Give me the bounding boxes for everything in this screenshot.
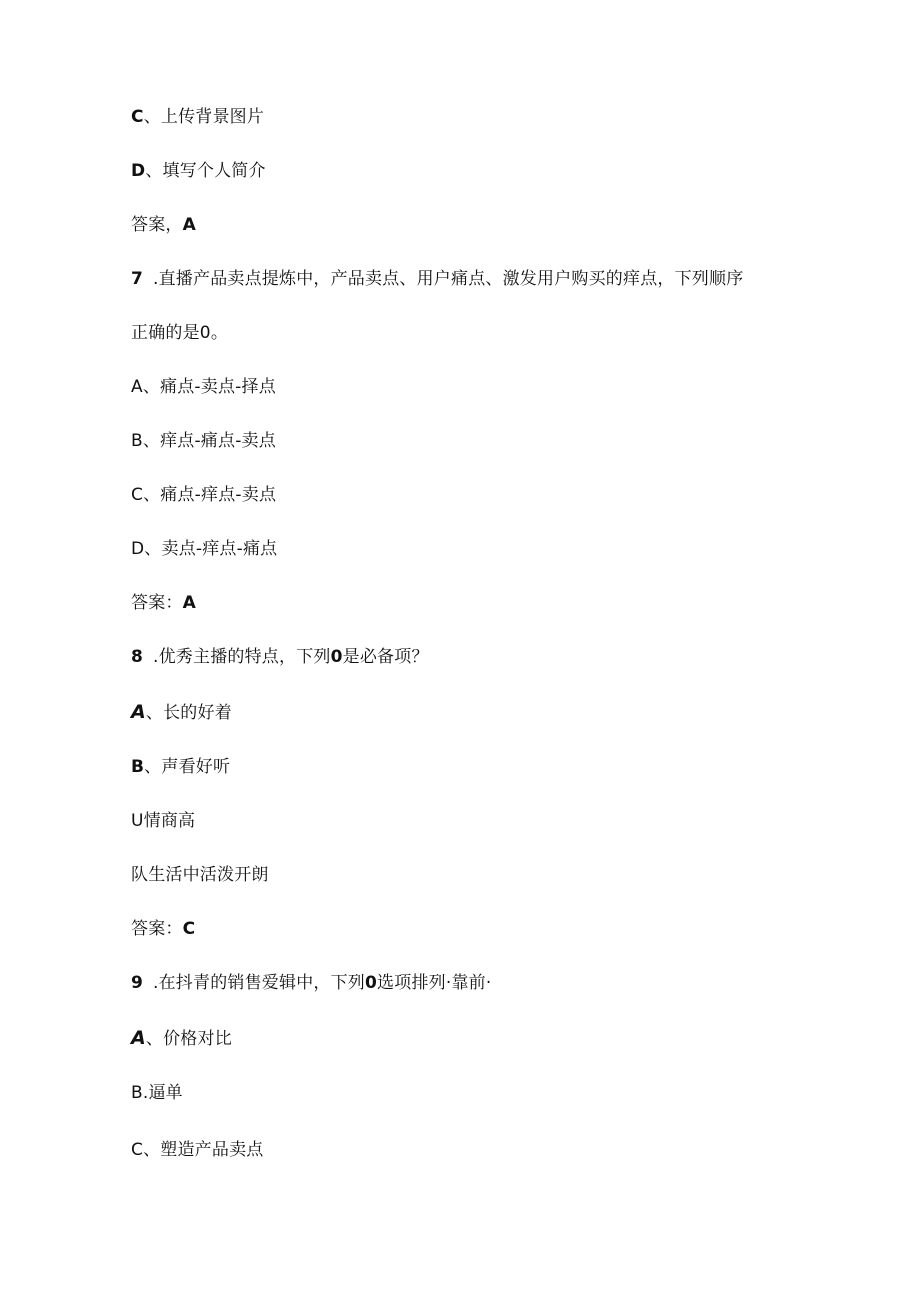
- answer-value: A: [182, 215, 196, 235]
- question-text-continued: 正确的是0。: [131, 323, 229, 343]
- question-7-continued: [131, 322, 228, 344]
- question-number: 8: [131, 647, 144, 667]
- option-label: A: [131, 701, 146, 723]
- q8-option-d: 队生活中活泼开朗: [131, 865, 269, 885]
- answer-prefix: 答案，: [131, 215, 183, 235]
- question-8: [131, 646, 429, 668]
- question-text: .直播产品卖点提炼中，产品卖点、用户痛点、激发用户购买的痒点，下列顺序: [153, 269, 744, 289]
- question-blank: 0: [330, 647, 343, 667]
- option-text: 、声看好听: [144, 757, 231, 777]
- q9-option-a: [131, 1027, 232, 1050]
- option-label: C: [131, 107, 144, 127]
- q9-option-c: C、塑造产品卖点: [131, 1140, 264, 1160]
- question-number: 9: [131, 973, 144, 993]
- option-c-previous: [131, 106, 264, 128]
- answer-prefix: 答案：: [131, 919, 183, 939]
- question-blank: 0: [365, 973, 378, 993]
- q8-option-c: U情商高: [131, 811, 196, 831]
- question-number: 7: [131, 269, 144, 289]
- option-label: A: [131, 1027, 146, 1049]
- q9-option-b: B.逼单: [131, 1083, 183, 1103]
- q8-answer: [131, 918, 195, 940]
- q8-option-a: [131, 701, 232, 724]
- question-9: [131, 972, 491, 994]
- option-label: D: [131, 161, 146, 181]
- question-text-end: 选项排列·靠前·: [377, 973, 492, 993]
- option-label: B: [131, 757, 145, 777]
- question-text-end: 是必备项？: [342, 647, 429, 667]
- question-text: .优秀主播的特点，下列: [153, 647, 331, 667]
- answer-prefix: 答案：: [131, 593, 183, 613]
- answer-value: C: [182, 919, 196, 939]
- option-d-previous: [131, 160, 266, 182]
- answer-previous: [131, 214, 196, 236]
- q7-option-b: B、痒点-痛点-卖点: [131, 431, 276, 451]
- option-text: 、长的好着: [145, 703, 232, 723]
- option-text: 、上传背景图片: [143, 107, 265, 127]
- option-text: 、填写个人简介: [145, 161, 266, 181]
- question-7: [131, 268, 743, 290]
- answer-value: A: [182, 593, 196, 613]
- q7-answer: [131, 592, 196, 614]
- question-text: .在抖青的销售爱辑中，下列: [153, 973, 366, 993]
- q7-option-c: C、痛点-痒点-卖点: [131, 485, 277, 505]
- option-text: 、价格对比: [145, 1029, 232, 1049]
- q7-option-d: D、卖点-痒点-痛点: [131, 539, 278, 559]
- q7-option-a: A、痛点-卖点-择点: [131, 377, 276, 397]
- q8-option-b: [131, 756, 230, 778]
